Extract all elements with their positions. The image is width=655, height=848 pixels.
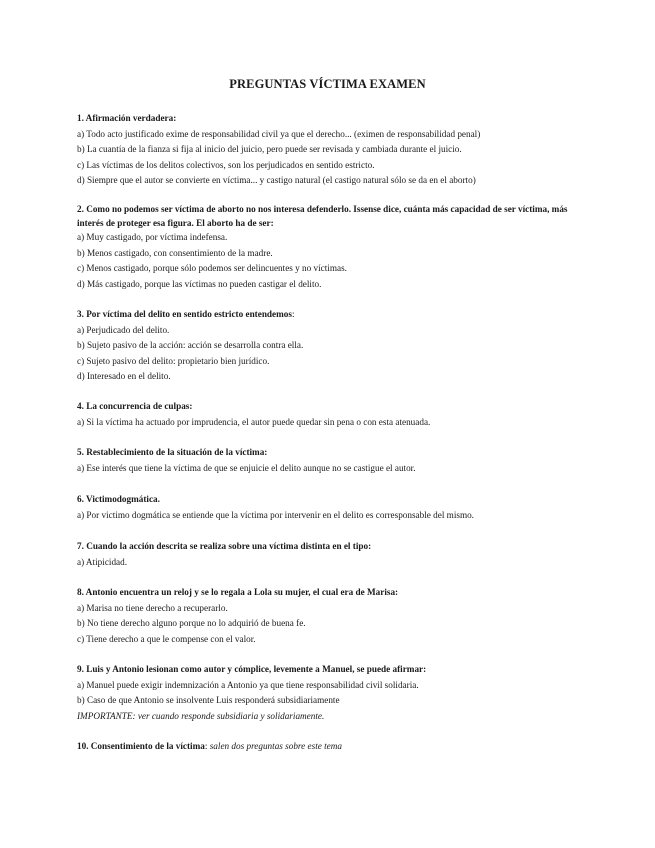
answer-option: c) Las víctimas de los delitos colectivos, son los perjudicados en sentido estricto. (77, 159, 375, 170)
question-6 (77, 492, 587, 523)
answer-option: d) Más castigado, porque las víctimas no pueden castigar el delito. (77, 278, 322, 289)
answer-option: a) Todo acto justificado exime de responsabilidad civil ya que el derecho... (eximen de responsabilidad penal) (77, 128, 481, 139)
question-1 (77, 111, 587, 189)
question-heading: 9. Luis y Antonio lesionan como autor y cómplice, levemente a Manuel, se puede afirmar: (77, 664, 427, 674)
question-heading: 5. Restablecimiento de la situación de la víctima: (77, 447, 268, 457)
answer-option: b) No tiene derecho alguno porque no lo adquirió de buena fe. (77, 618, 306, 628)
heading-suffix: : (204, 741, 210, 751)
question-heading (77, 739, 587, 755)
question-heading (77, 307, 587, 323)
answer-option: d) Siempre que el autor se convierte en víctima... y castigo natural (el castigo natural sólo se da en el aborto) (77, 175, 476, 185)
answer-option: d) Interesado en el delito. (77, 371, 171, 381)
question-10 (77, 739, 587, 755)
answer-option: a) Por victimo dogmática se entiende que la víctima por intervenir en el delito es corresponsable del mismo. (77, 509, 474, 520)
question-5 (77, 445, 587, 476)
answer-option: b) Sujeto pasivo de la acción: acción se desarrolla contra ella. (77, 340, 304, 350)
answer-option: b) Caso de que Antonio se insolvente Luis responderá subsidiariamente (77, 695, 340, 705)
heading-italic-note: salen dos preguntas sobre este tema (209, 741, 342, 751)
question-9 (77, 662, 587, 724)
answer-option: c) Sujeto pasivo del delito: propietario bien jurídico. (77, 355, 270, 366)
answer-option: a) Si la víctima ha actuado por imprudencia, el autor puede quedar sin pena o con esta atenuada. (77, 416, 431, 427)
answer-option: b) Menos castigado, con consentimiento de la madre. (77, 247, 273, 258)
answer-option: c) Menos castigado, porque sólo podemos ser delincuentes y no víctimas. (77, 263, 347, 273)
question-heading: 4. La concurrencia de culpas: (77, 401, 193, 411)
answer-option: a) Marisa no tiene derecho a recuperarlo. (77, 602, 228, 613)
answer-option: a) Ese interés que tiene la víctima de que se enjuicie el delito aunque no se castigue el autor. (77, 462, 416, 473)
question-heading: 8. Antonio encuentra un reloj y se lo regala a Lola su mujer, el cual era de Marisa: (77, 587, 399, 597)
answer-option: a) Manuel puede exigir indemnización a Antonio ya que tiene responsabilidad civil solidaria. (77, 679, 419, 690)
question-heading-text: 10. Consentimiento de la víctima (77, 741, 205, 751)
important-note: IMPORTANTE: ver cuando responde subsidiaria y solidariamente. (77, 710, 325, 721)
question-8 (77, 585, 587, 647)
question-heading-text: 3. Por víctima del delito en sentido estricto entendemos (77, 309, 292, 319)
question-7 (77, 539, 587, 570)
question-4 (77, 399, 587, 430)
question-heading: 2. Como no podemos ser víctima de aborto no nos interesa defenderlo. Issense dice, cuánta más capacidad de ser víctima, más interés de proteger esa figura. El aborto ha de ser: (77, 204, 568, 228)
question-3 (77, 307, 587, 385)
answer-option: b) La cuantía de la fianza si fija al inicio del juicio, pero puede ser revisada y cambiada durante el juicio. (77, 144, 462, 154)
answer-option: a) Muy castigado, por víctima indefensa. (77, 232, 228, 242)
page-title: PREGUNTAS VÍCTIMA EXAMEN (229, 77, 426, 91)
question-heading: 6. Victimodogmática. (77, 494, 160, 504)
question-heading: 7. Cuando la acción descrita se realiza sobre una víctima distinta en el tipo: (77, 541, 372, 551)
question-heading: 1. Afirmación verdadera: (77, 113, 177, 123)
answer-option: a) Perjudicado del delito. (77, 324, 170, 335)
answer-option: c) Tiene derecho a que le compense con el valor. (77, 633, 256, 644)
answer-option: a) Atipicidad. (77, 556, 128, 567)
heading-suffix: : (291, 309, 295, 319)
question-2 (77, 202, 587, 292)
